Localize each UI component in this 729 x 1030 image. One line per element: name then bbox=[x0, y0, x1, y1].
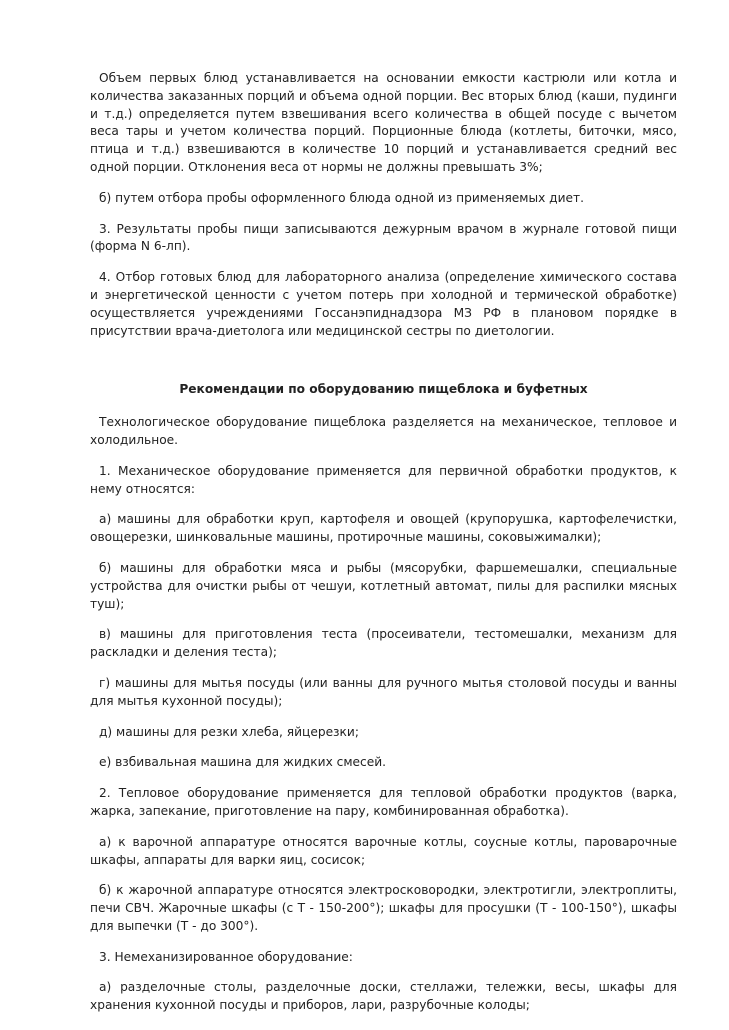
paragraph-lab-analysis: 4. Отбор готовых блюд для лабораторного анализа (определение химического состава и энергетической ценности с учетом потерь при холодной и термической обработке) осуществляется учреждениями Госсанэпиднадзора МЗ РФ в плановом порядке в присутствии врача-диетолога или медицинской сестры по диетологии. bbox=[90, 270, 677, 338]
list-item-vegetable-machines: а) машины для обработки круп, картофеля и овощей (крупорушка, картофелечистки, овощерезки, шинковальные машины, протирочные машины, соковыжималки); bbox=[90, 512, 677, 545]
paragraph-thermal-equipment: 2. Тепловое оборудование применяется для тепловой обработки продуктов (варка, жарка, запекание, приготовление на пару, комбинированная обработка). bbox=[90, 786, 677, 818]
document-page bbox=[90, 70, 677, 1028]
section-heading: Рекомендации по оборудованию пищеблока и буфетных bbox=[179, 382, 588, 397]
paragraph-sample-diet: б) путем отбора пробы оформленного блюда одной из применяемых диет. bbox=[99, 190, 585, 205]
paragraph-portion-weighing: Объем первых блюд устанавливается на основании емкости кастрюли или котла и количества заказанных порций и объема одной порции. Вес вторых блюд (каши, пудинги и т.д.) определяется путем взвешивания всего количества в общей посуде с вычетом веса тары и учетом количества порций. Порционные блюда (котлеты, биточки, мясо, птица и т.д.) взвешиваются в количестве 10 порций и устанавливается средний вес одной порции. Отклонения веса от нормы не должны превышать 3%; bbox=[90, 71, 677, 174]
list-item-dough-machines: в) машины для приготовления теста (просеиватели, тестомешалки, механизм для раскладки и деления теста); bbox=[90, 627, 677, 660]
list-item-cooking-apparatus: а) к варочной аппаратуре относятся варочные котлы, соусные котлы, пароварочные шкафы, аппараты для варки яиц, сосисок; bbox=[90, 834, 677, 867]
list-item-bread-slicers: д) машины для резки хлеба, яйцерезки; bbox=[99, 724, 359, 739]
list-item-frying-apparatus: б) к жарочной аппаратуре относятся электросковородки, электротигли, электроплиты, печи СВЧ. Жарочные шкафы (с Т - 150-200°); шкафы для просушки (Т - 100-150°), шкафы для выпечки (Т - до 300°). bbox=[90, 883, 677, 933]
list-item-meat-fish-machines: б) машины для обработки мяса и рыбы (мясорубки, фаршемешалки, специальные устройства для очистки рыбы от чешуи, котлетный автомат, пилы для распилки мясных туш); bbox=[90, 560, 677, 611]
paragraph-equipment-intro: Технологическое оборудование пищеблока разделяется на механическое, тепловое и холодильное. bbox=[90, 415, 677, 447]
paragraph-mechanical-equipment: 1. Механическое оборудование применяется для первичной обработки продуктов, к нему относятся: bbox=[90, 463, 677, 496]
list-item-tables-boards: а) разделочные столы, разделочные доски, стеллажи, тележки, весы, шкафы для хранения кухонной посуды и приборов, лари, разрубочные колоды; bbox=[90, 980, 677, 1013]
list-item-whipping-machine: е) взбивальная машина для жидких смесей. bbox=[99, 755, 387, 770]
paragraph-non-mechanized-equipment: 3. Немеханизированное оборудование: bbox=[99, 949, 353, 964]
list-item-dishwashing-machines: г) машины для мытья посуды (или ванны для ручного мытья столовой посуды и ванны для мытья кухонной посуды); bbox=[90, 675, 677, 708]
paragraph-sample-results: 3. Результаты пробы пищи записываются дежурным врачом в журнале готовой пищи (форма N 6-лп). bbox=[90, 221, 677, 254]
